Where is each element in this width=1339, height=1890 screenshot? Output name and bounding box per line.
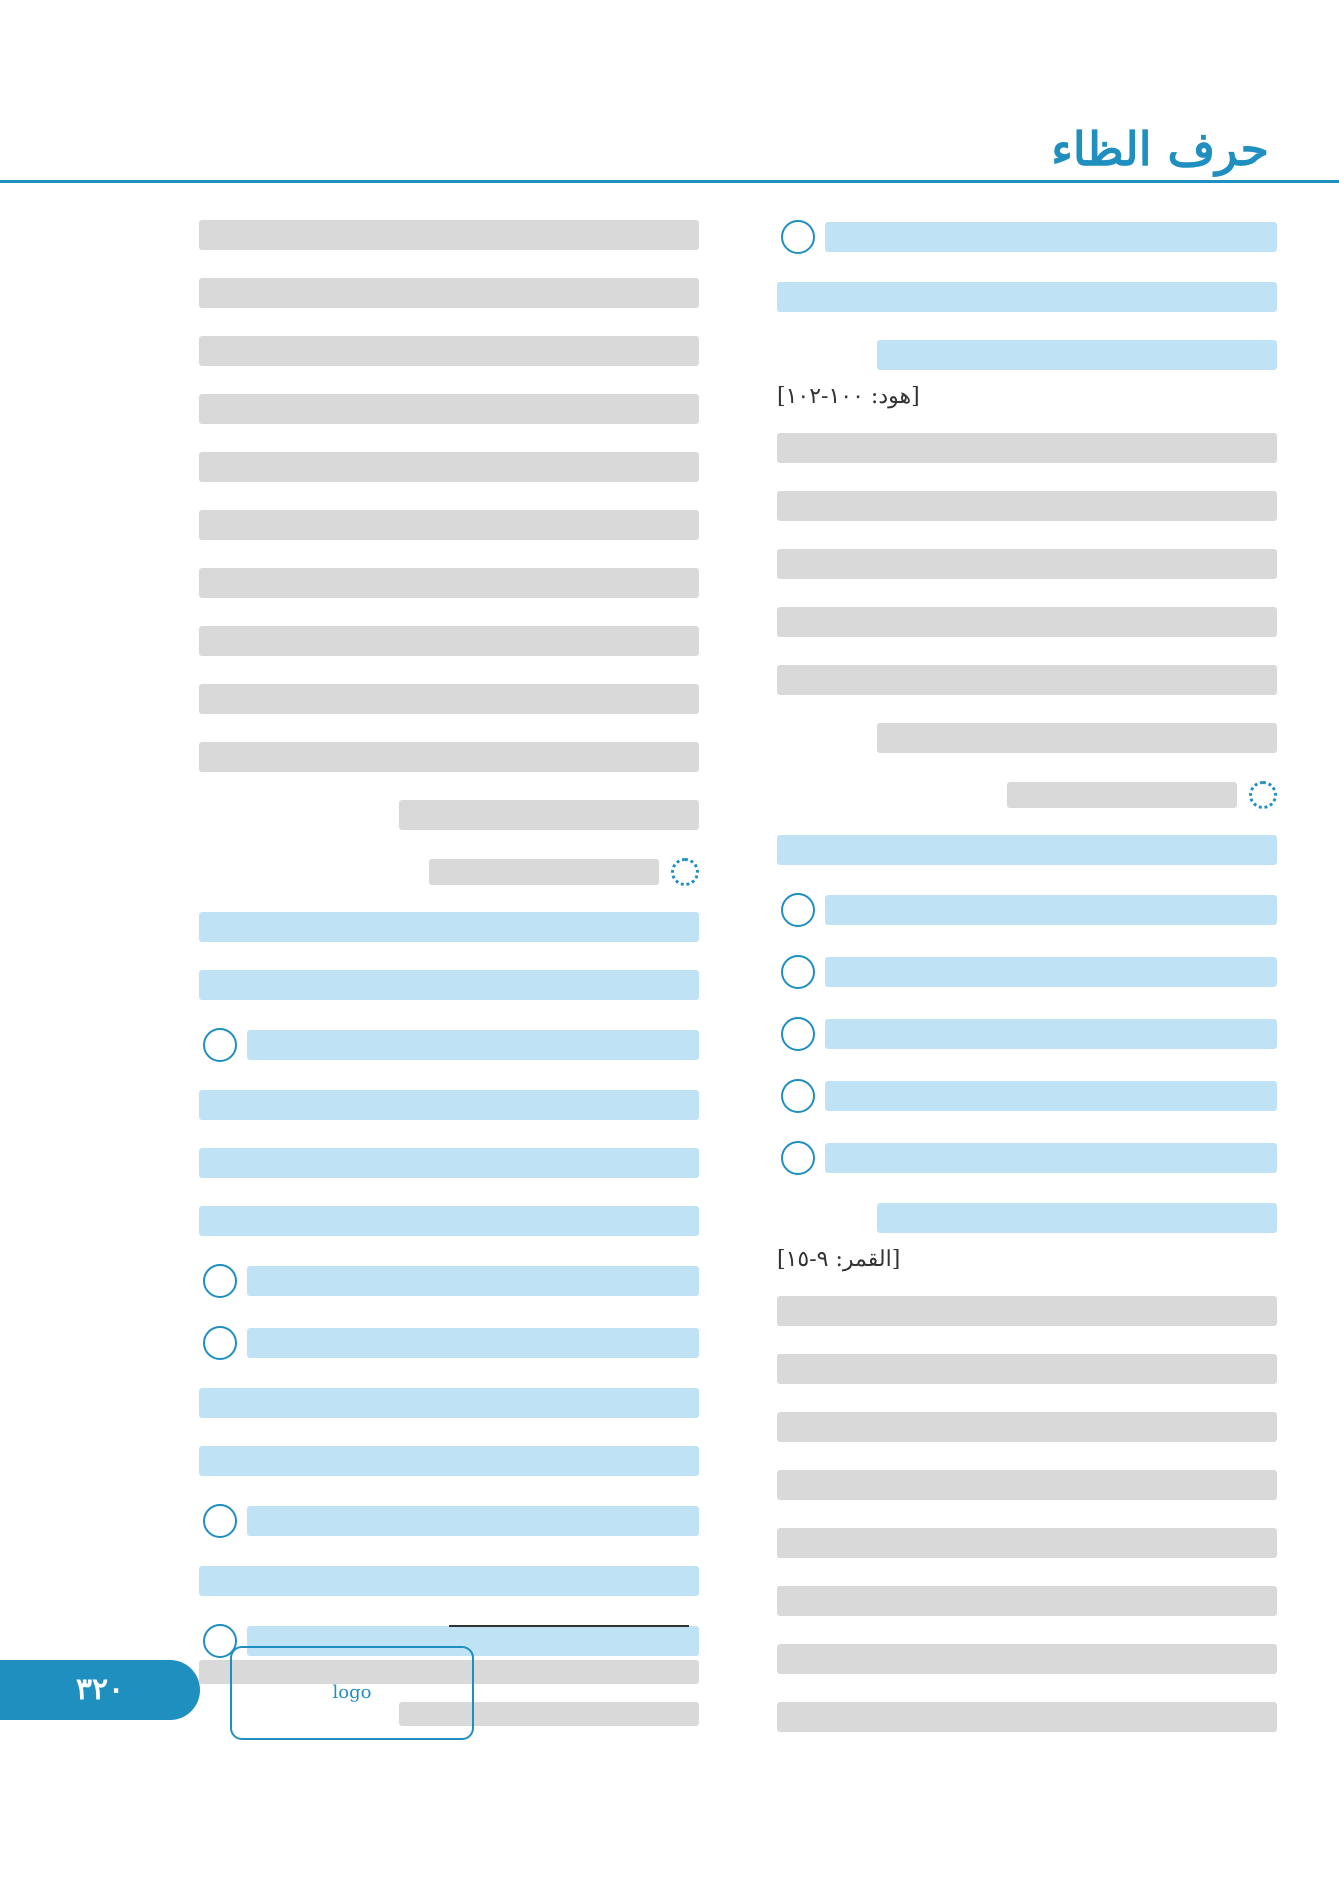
prose-line: [199, 742, 699, 772]
prose-line: [777, 549, 1277, 579]
prose-line: [777, 1354, 1277, 1384]
ayah-marker-icon: [781, 1017, 815, 1051]
verse-row: [777, 220, 1277, 254]
ayah-marker-icon: [203, 1326, 237, 1360]
verse-row: [199, 1326, 699, 1360]
ayah-marker-icon: [203, 1264, 237, 1298]
prose-line: [777, 665, 1277, 695]
verse-row: [777, 1141, 1277, 1175]
header-rule: [0, 180, 1339, 183]
verse-row: [777, 955, 1277, 989]
prose-line: [199, 336, 699, 366]
verse-reference: [هود: ١٠٠-١٠٢]: [777, 384, 920, 409]
ayah-marker-icon: [781, 893, 815, 927]
prose-line: [877, 723, 1277, 753]
verse-row: [199, 1028, 699, 1062]
prose-line: [777, 1586, 1277, 1616]
prose-line: [777, 1528, 1277, 1558]
prose-line: [199, 394, 699, 424]
verse-row: [777, 835, 1277, 865]
prose-line: [777, 1296, 1277, 1326]
verse-row: [199, 1090, 699, 1120]
prose-line: [777, 607, 1277, 637]
verse-row: [199, 1206, 699, 1236]
ayah-marker-icon: [781, 1079, 815, 1113]
verse-line: [877, 340, 1277, 370]
verse-reference: [القمر: ٩-١٥]: [777, 1247, 901, 1272]
series-logo: logo: [230, 1646, 474, 1740]
prose-line: [199, 452, 699, 482]
prose-line: [199, 278, 699, 308]
ayah-marker-icon: [781, 220, 815, 254]
verse-row: [777, 1017, 1277, 1051]
ayah-marker-icon: [203, 1504, 237, 1538]
verse-row: [199, 970, 699, 1000]
section-bullet: [199, 858, 699, 886]
prose-line: [199, 568, 699, 598]
right-column: [777, 220, 1277, 1760]
verse-line: [877, 1203, 1277, 1233]
section-title: حرف الظاء: [1051, 122, 1269, 176]
verse-line: [777, 282, 1277, 312]
verse-row: [199, 1446, 699, 1476]
flower-bullet-icon: [671, 858, 699, 886]
prose-line: [777, 1412, 1277, 1442]
flower-bullet-icon: [1249, 781, 1277, 809]
verse-row: [199, 1504, 699, 1538]
footnote-rule: [449, 1625, 689, 1627]
verse-row: [777, 893, 1277, 927]
verse-row: [199, 1388, 699, 1418]
prose-line: [399, 800, 699, 830]
verse-row: [199, 1566, 699, 1596]
page-number-badge: ٣٢٠: [0, 1660, 200, 1720]
prose-line: [777, 491, 1277, 521]
prose-line: [199, 220, 699, 250]
verse-row: [199, 912, 699, 942]
section-bullet: [777, 781, 1277, 809]
verse-row: [777, 1079, 1277, 1113]
prose-line: [777, 1470, 1277, 1500]
prose-line: [777, 1644, 1277, 1674]
prose-line: [199, 510, 699, 540]
prose-line: [777, 1702, 1277, 1732]
verse-row: [199, 1264, 699, 1298]
page-header: [0, 118, 1339, 188]
ayah-marker-icon: [203, 1028, 237, 1062]
prose-line: [199, 684, 699, 714]
prose-line: [199, 626, 699, 656]
verse-row: [199, 1148, 699, 1178]
ayah-marker-icon: [781, 1141, 815, 1175]
left-column: [199, 220, 699, 1686]
prose-line: [777, 433, 1277, 463]
ayah-marker-icon: [781, 955, 815, 989]
